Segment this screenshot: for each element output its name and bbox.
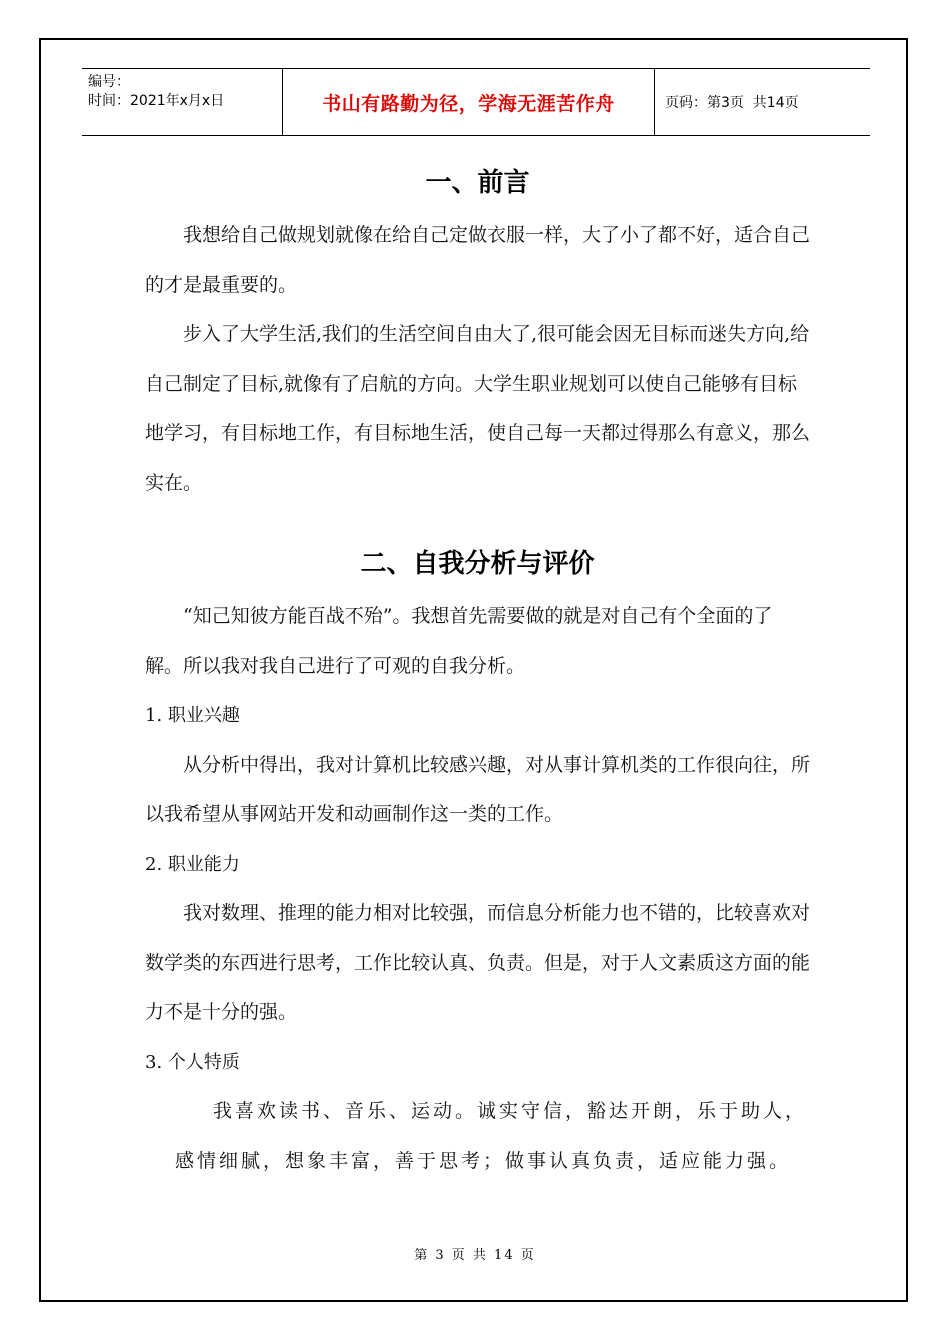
page-header (82, 68, 870, 136)
preface-paragraph-2: 步入了大学生活,我们的生活空间自由大了,很可能会因无目标而迷失方向,给自己制定了目标,就像有了启航的方向。大学生职业规划可以使自己能够有目标地学习，有目标地工作，有目标地生活，使自己每一天都过得那么有意义，那么实在。 (145, 323, 811, 494)
item-text-ability: 我对数理、推理的能力相对比较强，而信息分析能力也不错的，比较喜欢对数学类的东西进行思考，工作比较认真、负责。但是，对于人文素质这方面的能力不是十分的强。 (145, 902, 811, 1023)
preface-paragraph-1: 我想给自己做规划就像在给自己定做衣服一样，大了小了都不好，适合自己的才是最重要的。 (145, 224, 811, 296)
document-body (145, 155, 810, 1186)
item-text-traits: 我喜欢读书、音乐、运动。诚实守信，豁达开朗，乐于助人，感情细腻，想象丰富，善于思考；做事认真负责，适应能力强。 (175, 1100, 808, 1172)
page-number-label: 页码：第3页 共14页 (665, 95, 799, 111)
item-heading-traits: 3. 个人特质 (145, 1051, 240, 1073)
header-motto-cell (283, 69, 655, 135)
section-title-preface: 一、前言 (425, 168, 530, 198)
header-info-cell (82, 69, 283, 135)
header-page-cell (655, 69, 870, 135)
motto-text: 书山有路勤为径，学海无涯苦作舟 (322, 92, 615, 115)
item-heading-ability: 2. 职业能力 (145, 853, 240, 875)
item-text-interest: 从分析中得出，我对计算机比较感兴趣，对从事计算机类的工作很向往，所以我希望从事网站开发和动画制作这一类的工作。 (145, 753, 811, 825)
section-title-self-analysis: 二、自我分析与评价 (360, 549, 595, 579)
page-footer: 第 3 页 共 14 页 (414, 1248, 536, 1263)
self-analysis-intro: “知己知彼方能百战不殆”。我想首先需要做的就是对自己有个全面的了解。所以我对我自己进行了可观的自我分析。 (145, 605, 773, 677)
number-label: 编号： (88, 74, 130, 90)
time-label: 时间：2021年x月x日 (88, 93, 225, 109)
item-heading-interest: 1. 职业兴趣 (145, 705, 240, 726)
